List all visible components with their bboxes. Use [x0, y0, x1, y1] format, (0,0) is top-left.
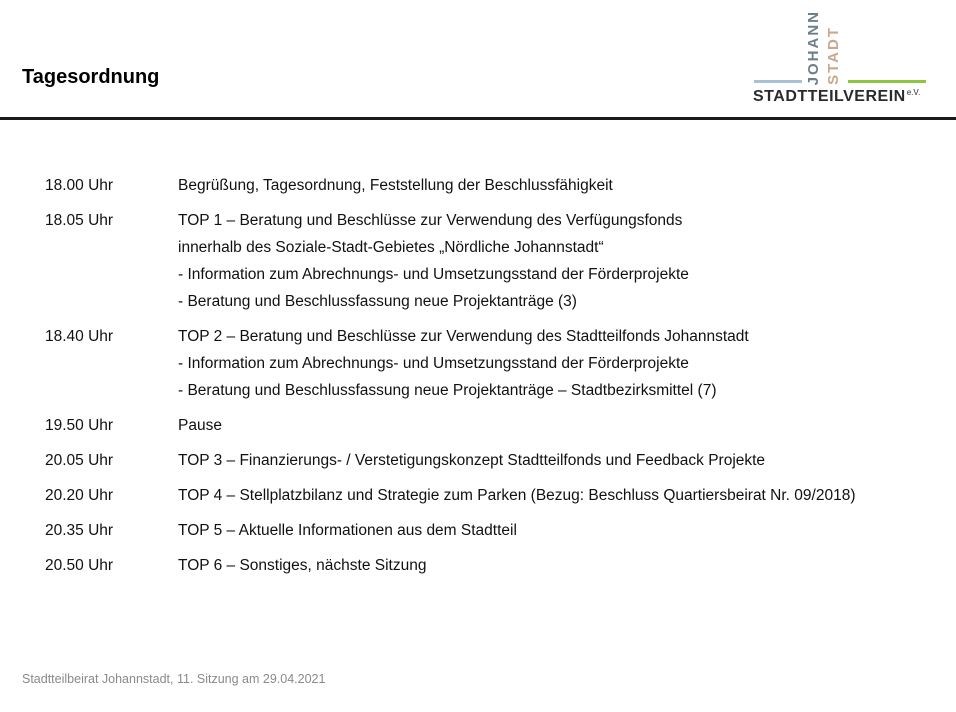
agenda-line: TOP 6 – Sonstiges, nächste Sitzung	[178, 557, 427, 574]
agenda-line: - Information zum Abrechnungs- und Umsetzungsstand der Förderprojekte	[178, 355, 689, 372]
page-title: Tagesordnung	[22, 66, 160, 88]
agenda-item	[45, 552, 945, 579]
agenda-text	[178, 517, 945, 544]
agenda-text	[178, 172, 945, 199]
agenda-line: Begrüßung, Tagesordnung, Feststellung der Beschlussfähigkeit	[178, 177, 613, 194]
agenda-line: TOP 2 – Beratung und Beschlüsse zur Verwendung des Stadtteilfonds Johannstadt	[178, 328, 749, 345]
agenda-time: 20.50 Uhr	[45, 557, 114, 574]
agenda-text	[178, 412, 945, 439]
logo-word-johann: JOHANN	[805, 10, 822, 86]
agenda-line: Pause	[178, 417, 222, 434]
agenda-time: 19.50 Uhr	[45, 417, 114, 434]
agenda-line: TOP 4 – Stellplatzbilanz und Strategie zum Parken (Bezug: Beschluss Quartiersbeirat Nr. 09/2018)	[178, 487, 856, 504]
agenda-text	[178, 482, 945, 509]
agenda-line: - Beratung und Beschlussfassung neue Projektanträge – Stadtbezirksmittel (7)	[178, 382, 717, 399]
logo-name	[753, 88, 920, 106]
agenda-time: 18.00 Uhr	[45, 177, 114, 194]
agenda-time: 20.20 Uhr	[45, 487, 114, 504]
logo-word-stadt: STADT	[825, 26, 842, 85]
agenda-text	[178, 552, 945, 579]
header-divider	[0, 117, 956, 120]
logo-line-right	[848, 80, 926, 83]
agenda-item	[45, 323, 945, 404]
agenda-item	[45, 447, 945, 474]
footer-text: Stadtteilbeirat Johannstadt, 11. Sitzung am 29.04.2021	[22, 672, 326, 686]
agenda-item	[45, 517, 945, 544]
agenda-text	[178, 447, 945, 474]
logo-line-left	[754, 80, 802, 83]
agenda-item	[45, 207, 945, 315]
agenda-item	[45, 412, 945, 439]
agenda-text	[178, 323, 945, 404]
agenda-line: TOP 3 – Finanzierungs- / Verstetigungskonzept Stadtteilfonds und Feedback Projekte	[178, 452, 766, 469]
agenda-time: 20.35 Uhr	[45, 522, 114, 539]
agenda-item	[45, 482, 945, 509]
agenda-list	[45, 172, 945, 587]
agenda-line: innerhalb des Soziale-Stadt-Gebietes „Nördliche Johannstadt“	[178, 239, 604, 256]
agenda-line: TOP 1 – Beratung und Beschlüsse zur Verwendung des Verfügungsfonds	[178, 212, 683, 229]
agenda-line: - Information zum Abrechnungs- und Umsetzungsstand der Förderprojekte	[178, 266, 689, 283]
logo-name-text: STADTTEILVEREIN	[753, 88, 906, 105]
agenda-text	[178, 207, 945, 315]
agenda-line: - Beratung und Beschlussfassung neue Projektanträge (3)	[178, 293, 577, 310]
agenda-time: 18.05 Uhr	[45, 212, 114, 229]
logo-suffix: e.V.	[906, 88, 921, 97]
agenda-item	[45, 172, 945, 199]
stadtteilverein-logo	[752, 10, 932, 110]
agenda-time: 18.40 Uhr	[45, 328, 114, 345]
agenda-line: TOP 5 – Aktuelle Informationen aus dem Stadtteil	[178, 522, 517, 539]
agenda-time: 20.05 Uhr	[45, 452, 114, 469]
